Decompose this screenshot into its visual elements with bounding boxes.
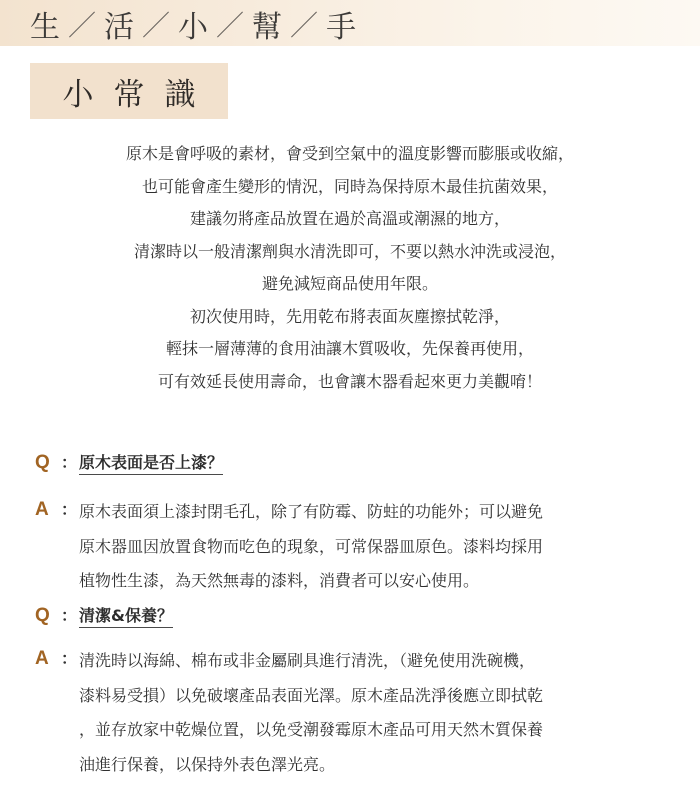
answer-text bbox=[79, 644, 675, 782]
answer-line: 油進行保養，以保持外表色澤光亮。 bbox=[79, 754, 336, 774]
question-colon: ： bbox=[61, 453, 78, 472]
intro-line: 也可能會產生變形的情況，同時為保持原木最佳抗菌效果， bbox=[141, 176, 558, 196]
section-badge bbox=[30, 63, 228, 119]
answer-line: 植物性生漆，為天然無毒的漆料，消費者可以安心使用。 bbox=[79, 571, 480, 590]
intro-paragraph bbox=[20, 138, 680, 398]
question-marker: Q bbox=[35, 605, 50, 626]
title-char: 手 bbox=[326, 10, 359, 45]
title-separator: ／ bbox=[290, 9, 321, 42]
intro-line: 可有效延長使用壽命，也會讓木器看起來更力美觀唷！ bbox=[157, 371, 542, 391]
title-separator: ／ bbox=[216, 9, 247, 42]
intro-line: 避免減短商品使用年限。 bbox=[261, 274, 438, 293]
question-colon: ： bbox=[61, 606, 78, 625]
answer-line: 清洗時以海綿、棉布或非金屬刷具進行清洗，（避免使用洗碗機， bbox=[79, 651, 536, 670]
answer-line: ，並存放家中乾燥位置，以免受潮發霉原木產品可用天然木質保養 bbox=[79, 720, 544, 739]
intro-line: 清潔時以一般清潔劑與水清洗即可，不要以熱水沖洗或浸泡， bbox=[133, 241, 566, 261]
intro-line: 輕抹一層薄薄的食用油讓木質吸收，先保養再使用， bbox=[165, 339, 534, 358]
answer-row bbox=[35, 644, 675, 782]
title-separator: ／ bbox=[142, 9, 173, 42]
question-row bbox=[35, 450, 675, 475]
qa-item bbox=[35, 603, 675, 782]
answer-line: 漆料易受損）以免破壞產品表面光澤。原木產品洗淨後應立即拭乾 bbox=[79, 685, 544, 705]
intro-line: 建議勿將產品放置在過於高溫或潮濕的地方， bbox=[189, 209, 510, 228]
question-row bbox=[35, 603, 675, 628]
question-text: 清潔&保養？ bbox=[79, 603, 173, 628]
title-char: 幫 bbox=[252, 10, 285, 45]
answer-colon: ： bbox=[61, 649, 78, 668]
intro-line: 初次使用時，先用乾布將表面灰塵擦拭乾淨， bbox=[189, 306, 510, 326]
answer-line: 原木器皿因放置食物而吃色的現象，可常保器皿原色。漆料均採用 bbox=[79, 536, 544, 556]
question-marker: Q bbox=[35, 452, 50, 473]
title-char: 活 bbox=[104, 10, 137, 45]
title-char: 小 bbox=[178, 10, 211, 45]
title-separator: ／ bbox=[68, 9, 99, 42]
answer-marker: A bbox=[35, 648, 49, 669]
page-title bbox=[30, 4, 358, 44]
title-char: 生 bbox=[30, 10, 62, 45]
qa-item bbox=[35, 450, 675, 599]
answer-colon: ： bbox=[61, 500, 78, 519]
answer-line: 原木表面須上漆封閉毛孔，除了有防霉、防蛀的功能外；可以避免 bbox=[79, 502, 544, 521]
section-badge-label: 小常識 bbox=[62, 76, 216, 113]
question-text: 原木表面是否上漆？ bbox=[79, 450, 223, 475]
answer-text bbox=[79, 495, 675, 599]
answer-row bbox=[35, 495, 675, 599]
answer-marker: A bbox=[35, 499, 49, 520]
intro-line: 原木是會呼吸的素材，會受到空氣中的溫度影響而膨脹或收縮， bbox=[125, 144, 574, 163]
